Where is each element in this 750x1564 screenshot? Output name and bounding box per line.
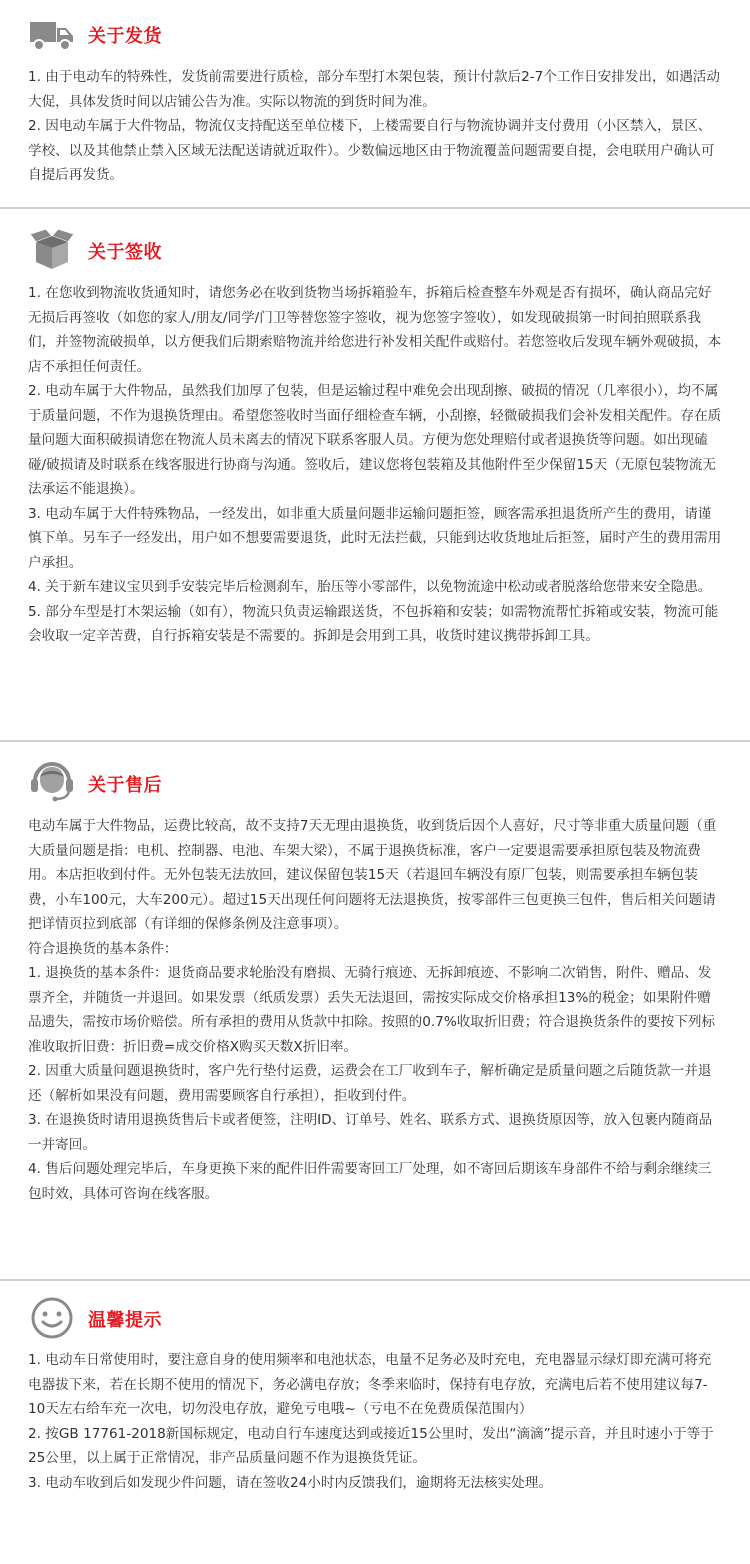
paragraph: 1. 退换货的基本条件：退货商品要求轮胎没有磨损、无骑行痕迹、无拆卸痕迹、不影响二次销售，附件、赠品、发票齐全，并随货一并退回。如果发票（纸质发票）丢失无法退回，需按实际成交价格承担13%的税金；如果附件赠品遗失，需按市场价赔偿。所有承担的费用从货款中扣除。按照的0.7%收取折旧费；符合退换货条件的要按下列标准收取折旧费：折旧费=成交价格X购买天数X折旧率。 [28, 965, 716, 1055]
paragraph: 符合退换货的基本条件： [28, 940, 178, 957]
section-after-sales [0, 743, 750, 1278]
paragraph: 1. 电动车日常使用时，要注意自身的使用频率和电池状态，电量不足务必及时充电，充电器显示绿灯即充满可将充电器拔下来，若在长期不使用的情况下，务必满电存放；冬季来临时，保持有电存放，充满电后若不使用建议每7-10天左右给车充一次电，切勿没电存放，避免亏电哦~（亏电不在免费质保范围内） [28, 1352, 712, 1417]
section-divider [0, 207, 750, 209]
paragraph: 3. 电动车收到后如发现少件问题，请在签收24小时内反馈我们，逾期将无法核实处理。 [28, 1474, 552, 1491]
section-divider [0, 740, 750, 742]
section-title: 关于签收 [88, 242, 162, 263]
paragraph: 3. 电动车属于大件特殊物品，一经发出，如非重大质量问题非运输问题拒签，顾客需承担退货所产生的费用，请谨慎下单。另车子一经发出，用户如不想要需要退货，此时无法拦截，只能到达收货地址后拒签，届时产生的费用需用户承担。 [28, 505, 722, 571]
section-tips [0, 1282, 750, 1564]
paragraph: 2. 因重大质量问题退换货时，客户先行垫付运费，运费会在工厂收到车子，解析确定是质量问题之后随货款一并退还（解析如果没有问题，费用需要顾客自行承担），拒收到付件。 [28, 1063, 712, 1104]
paragraph: 1. 在您收到物流收货通知时，请您务必在收到货物当场拆箱验车，拆箱后检查整车外观是否有损坏，确认商品完好无损后再签收（如您的家人/朋友/同学/门卫等替您签字签收，视为您签字签收），如发现破损第一时间拍照联系我们，并签物流破损单，以方便我们后期索赔物流并给您进行补发相关配件或赔付。若您签收后发现车辆外观破损，本店不承担任何责任。 [28, 285, 722, 375]
section-divider [0, 1279, 750, 1281]
open-box-icon [28, 224, 76, 272]
section-body [28, 1348, 722, 1495]
paragraph: 2. 电动车属于大件物品，虽然我们加厚了包装，但是运输过程中难免会出现刮擦、破损的情况（几率很小），均不属于质量问题，不作为退换货理由。希望您签收时当面仔细检查车辆，小刮擦，轻微破损我们会补发相关配件。存在质量问题大面积破损请您在物流人员未离去的情况下联系客服人员。方便为您处理赔付或者退换货等问题。如出现磕碰/破损请及时联系在线客服进行协商与沟通。签收后，建议您将包装箱及其他附件至少保留15天（无原包装物流无法承运不能退换）。 [28, 383, 722, 497]
truck-icon [28, 12, 76, 60]
section-body [28, 814, 722, 1206]
section-receipt [0, 210, 750, 738]
section-body [28, 281, 722, 649]
paragraph: 2. 按GB 17761-2018新国标规定，电动自行车速度达到或接近15公里时，发出“滴滴”提示音，并且时速小于等于25公里，以上属于正常情况，非产品质量问题不作为退换货凭证。 [28, 1425, 714, 1466]
paragraph: 4. 关于新车建议宝贝到手安装完毕后检测刹车，胎压等小零部件，以免物流途中松动或者脱落给您带来安全隐患。 [28, 579, 712, 595]
paragraph: 电动车属于大件物品，运费比较高，故不支持7天无理由退换货，收到货后因个人喜好，尺寸等非重大质量问题（重大质量问题是指：电机、控制器、电池、车架大梁），不属于退换货标准，客户一定要退需要承担原包装及物流费用。本店拒收到付件。无外包装无法放回，建议保留包装15天（若退回车辆没有原厂包装，则需要承担车辆包装费，小车100元，大车200元）。超过15天出现任何问题将无法退换货，按零部件三包更换三包件，售后相关问题请把详情页拉到底部（有详细的保修条例及注意事项）。 [28, 818, 717, 932]
section-title: 关于售后 [88, 775, 162, 796]
smiley-icon [28, 1294, 76, 1342]
section-title: 关于发货 [88, 26, 162, 47]
headset-icon [28, 757, 76, 805]
section-title: 温馨提示 [88, 1310, 162, 1331]
paragraph: 5. 部分车型是打木架运输（如有），物流只负责运输跟送货，不包拆箱和安装；如需物流帮忙拆箱或安装，物流可能会收取一定辛苦费，自行拆箱安装是不需要的。拆卸是会用到工具，收货时建议携带拆卸工具。 [28, 603, 719, 644]
paragraph: 1. 由于电动车的特殊性，发货前需要进行质检，部分车型打木架包装，预计付款后2-7个工作日安排发出，如遇活动大促，具体发货时间以店铺公告为准。实际以物流的到货时间为准。 [28, 69, 720, 110]
paragraph: 2. 因电动车属于大件物品，物流仅支持配送至单位楼下，上楼需要自行与物流协调并支付费用（小区禁入，景区、学校、以及其他禁止禁入区域无法配送请就近取件）。少数偏远地区由于物流覆盖问题需要自提，会电联用户确认可自提后再发货。 [28, 118, 715, 183]
paragraph: 4. 售后问题处理完毕后，车身更换下来的配件旧件需要寄回工厂处理，如不寄回后期该车身部件不给与剩余继续三包时效，具体可咨询在线客服。 [28, 1161, 712, 1202]
section-shipping [0, 0, 750, 205]
section-body [28, 65, 722, 188]
paragraph: 3. 在退换货时请用退换货售后卡或者便签，注明ID、订单号、姓名、联系方式、退换货原因等，放入包裹内随商品一并寄回。 [28, 1112, 713, 1153]
